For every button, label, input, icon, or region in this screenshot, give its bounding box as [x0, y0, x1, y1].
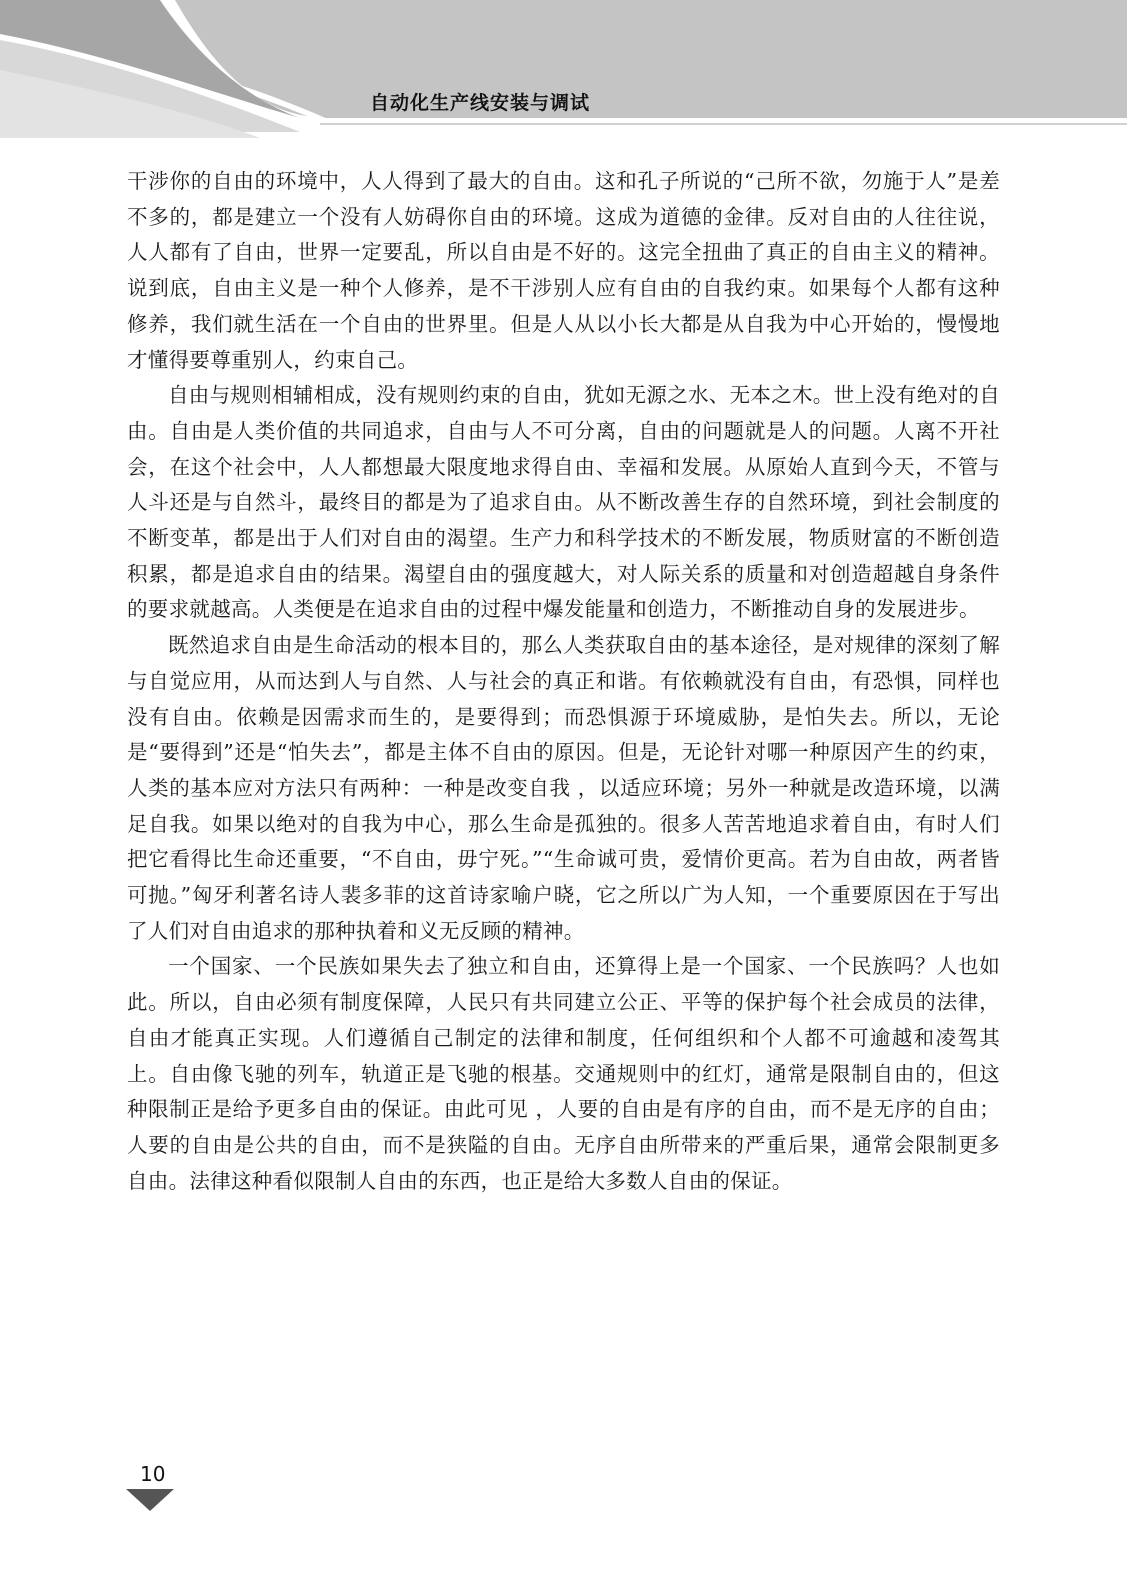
paragraph: 干涉你的自由的环境中，人人得到了最大的自由。这和孔子所说的“己所不欲，勿施于人”是差不多的，都是建立一个没有人妨碍你自由的环境。这成为道德的金律。反对自由的人往往说，人人都有了自由，世界一定要乱，所以自由是不好的。这完全扭曲了真正的自由主义的精神。说到底，自由主义是一种个人修养，是不干涉别人应有自由的自我约束。如果每个人都有这种修养，我们就生活在一个自由的世界里。但是人从以小长大都是从自我为中心开始的，慢慢地才懂得要尊重别人，约束自己。 — [127, 169, 1000, 372]
page-number: 10 — [140, 1462, 166, 1486]
page-marker-triangle-icon — [126, 1489, 174, 1513]
header-decoration — [0, 0, 1127, 138]
paragraph: 一个国家、一个民族如果失去了独立和自由，还算得上是一个国家、一个民族吗？人也如此。所以，自由必须有制度保障，人民只有共同建立公正、平等的保护每个社会成员的法律，自由才能真正实现。人们遵循自己制定的法律和制度，任何组织和个人都不可逾越和凌驾其上。自由像飞驰的列车，轨道正是飞驰的根基。交通规则中的红灯，通常是限制自由的，但这种限制正是给予更多自由的保证。由此可见 ，人要的自由是有序的自由，而不是无序的自由；人要的自由是公共的自由，而不是狭隘的自由。无序自由所带来的严重后果，通常会限制更多自由。法律这种看似限制人自由的东西，也正是给大多数人自由的保证。 — [127, 954, 1000, 1193]
body-text — [127, 164, 1000, 1199]
page-header — [0, 0, 1127, 138]
paragraph: 既然追求自由是生命活动的根本目的，那么人类获取自由的基本途径，是对规律的深刻了解与自觉应用，从而达到人与自然、人与社会的真正和谐。有依赖就没有自由，有恐惧，同样也没有自由。依赖是因需求而生的，是要得到；而恐惧源于环境威胁，是怕失去。所以，无论是“要得到”还是“怕失去”，都是主体不自由的原因。但是，无论针对哪一种原因产生的约束，人类的基本应对方法只有两种：一种是改变自我 ，以适应环境；另外一种就是改造环境，以满足自我。如果以绝对的自我为中心，那么生命是孤独的。很多人苦苦地追求着自由，有时人们把它看得比生命还重要，“不自由，毋宁死。”“生命诚可贵，爱情价更高。若为自由故，两者皆可抛。”匈牙利著名诗人裴多菲的这首诗家喻户晓，它之所以广为人知，一个重要原因在于写出了人们对自由追求的那种执着和义无反顾的精神。 — [127, 633, 1000, 943]
running-title: 自动化生产线安装与调试 — [370, 92, 591, 114]
paragraph: 自由与规则相辅相成，没有规则约束的自由，犹如无源之水、无本之木。世上没有绝对的自由。自由是人类价值的共同追求，自由与人不可分离，自由的问题就是人的问题。人离不开社会，在这个社会中，人人都想最大限度地求得自由、幸福和发展。从原始人直到今天，不管与人斗还是与自然斗，最终目的都是为了追求自由。从不断改善生存的自然环境，到社会制度的不断变革，都是出于人们对自由的渴望。生产力和科学技术的不断发展，物质财富的不断创造积累，都是追求自由的结果。渴望自由的强度越大，对人际关系的质量和对创造超越自身条件的要求就越高。人类便是在追求自由的过程中爆发能量和创造力，不断推动自身的发展进步。 — [127, 383, 1000, 622]
header-band — [175, 0, 1127, 118]
